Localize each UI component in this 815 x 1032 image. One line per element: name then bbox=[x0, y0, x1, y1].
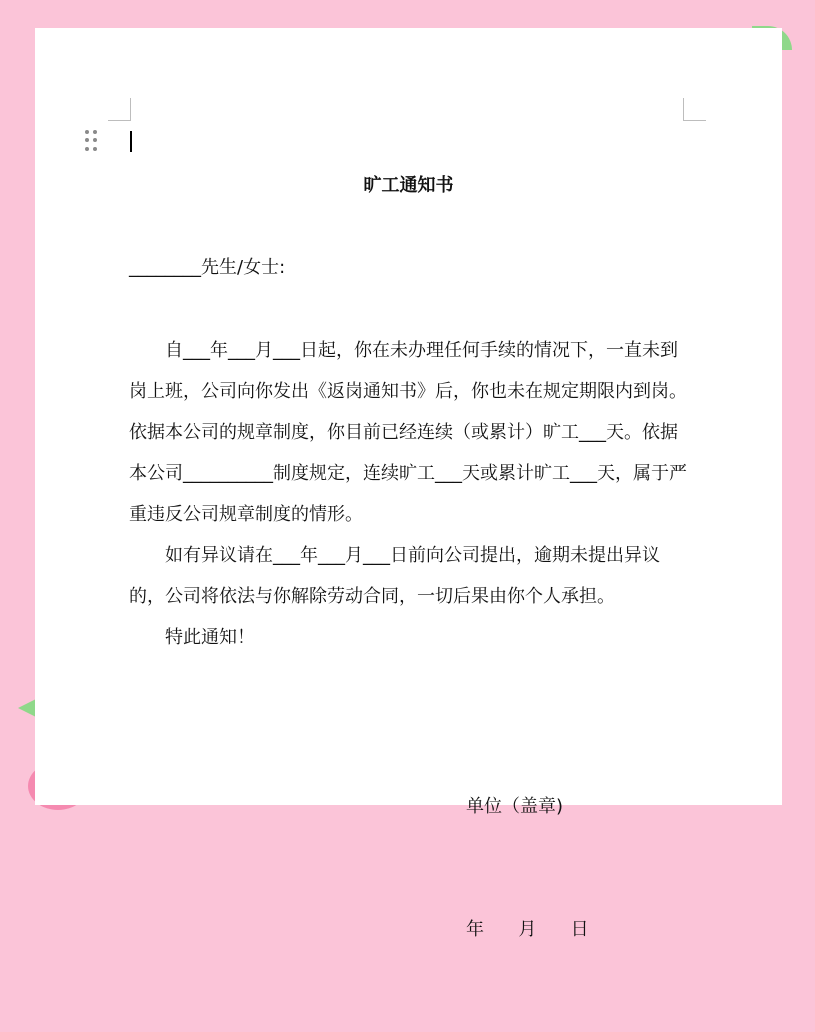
signature-unit: 单位（盖章) bbox=[466, 796, 564, 817]
text-cursor bbox=[130, 131, 132, 152]
margin-corner-top-left bbox=[108, 98, 131, 121]
document-title: 旷工通知书 bbox=[363, 175, 454, 196]
signature-date: 年 月 日 bbox=[466, 919, 589, 940]
margin-corner-top-right bbox=[683, 98, 706, 121]
salutation: ________先生/女士: bbox=[129, 257, 286, 278]
document-body bbox=[129, 330, 689, 658]
document-page[interactable] bbox=[35, 28, 782, 940]
paragraph-objection: 如有异议请在___年___月___日前向公司提出，逾期未提出异议的，公司将依法与你解除劳动合同，一切后果由你个人承担。 bbox=[129, 545, 660, 607]
paragraph-closing: 特此通知！ bbox=[165, 627, 255, 648]
drag-handle-icon[interactable] bbox=[85, 130, 99, 152]
signature-block bbox=[466, 704, 589, 1032]
paragraph-absence: 自___年___月___日起，你在未办理任何手续的情况下，一直未到岗上班，公司向你发出《返岗通知书》后，你也未在规定期限内到岗。依据本公司的规章制度，你目前已经连续（或累计）旷工___天。依据本公司__________制度规定，连续旷工___天或累计旷工___天，属于严重违反公司规章制度的情形。 bbox=[129, 340, 687, 525]
